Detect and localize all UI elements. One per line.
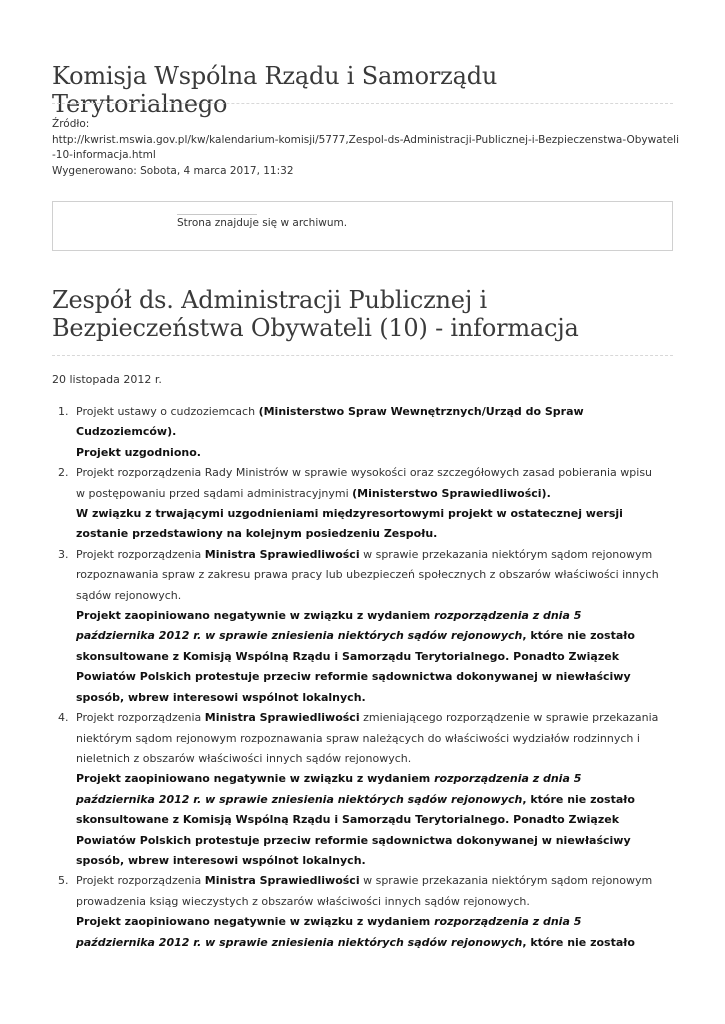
decision-intro: Projekt zaopiniowano negatywnie w związku z wydaniem: [76, 772, 435, 786]
item-ministry: Ministra Sprawiedliwości: [204, 547, 360, 561]
item-number: 2.: [58, 466, 69, 480]
item-desc-rest: w sprawie przekazania niektórym sądom rejonowym rozpoznawania spraw z zakresu prawa pracy lub ubezpieczeń społecznych z obszarów właściwości innych sądów rejonowych.: [76, 547, 659, 602]
item-decision: W związku z trwającymi uzgodnieniami międzyresortowymi projekt w ostatecznej wersji zostanie przedstawiony na kolejnym posiedzeniu Zespołu.: [76, 507, 623, 541]
item-decision: Projekt uzgodniono.: [76, 445, 201, 459]
decision-regulation: rozporządzenia z dnia 5 października 2012 r. w sprawie zniesienia niektórych sądów rejonowych: [76, 609, 582, 643]
article-title-line-1: Zespół ds. Administracji Publicznej i: [52, 286, 487, 314]
archive-notice: Strona znajduje się w archiwum.: [177, 217, 348, 229]
item-decision: [76, 769, 661, 871]
decision-regulation: rozporządzenia z dnia 5 października 2012 r. w sprawie zniesienia niektórych sądów rejonowych: [76, 915, 582, 949]
article-title: [52, 286, 673, 342]
agenda-item-4: [52, 708, 661, 871]
article-title-line-2: Bezpieczeństwa Obywateli (10) - informacja: [52, 314, 579, 342]
item-number: 1.: [58, 405, 69, 418]
source-url-line-1[interactable]: http://kwrist.mswia.gov.pl/kw/kalendarium-komisji/5777,Zespol-ds-Administracji-Publicznej-i-Bezpieczenstwa-Obywateli: [52, 133, 680, 146]
item-desc: Projekt rozporządzenia: [76, 711, 205, 725]
decision-intro: Projekt zaopiniowano negatywnie w związku z wydaniem: [76, 915, 435, 929]
header-divider: [52, 103, 673, 104]
item-desc-rest: zmieniającego rozporządzenie w sprawie przekazania niektórym sądom rejonowym rozpoznawania spraw należących do właściwości wydziałów rodzinnych i nieletnich z obszarów właściwości innych sądów rejonowych.: [76, 711, 659, 765]
item-ministry: Ministra Sprawiedliwości: [204, 874, 360, 888]
item-number: 3.: [58, 547, 69, 561]
item-ministry: Ministra Sprawiedliwości: [204, 711, 360, 725]
decision-rest: , które nie zostało skonsultowane z Komisją Wspólną Rządu i Samorządu Terytorialnego. Ponadto Związek Powiatów Polskich protestuje przeciw reformie sądownictwa dokonywanej w niewłaściwy sposób, wbrew interesowi wspólnot lokalnych.: [76, 792, 635, 867]
item-desc: Projekt rozporządzenia Rady Ministrów w sprawie wysokości oraz szczegółowych zasad pobierania wpisu w postępowaniu przed sądami administracyjnymi: [76, 466, 653, 500]
decision-rest: , które nie zostało skonsultowane z Komisją Wspólną Rządu i Samorządu Terytorialnego. Ponadto Związek Powiatów Polskich protestuje przeciw reformie sądownictwa dokonywanej w niewłaściwy sposób, wbrew interesowi wspólnot lokalnych.: [76, 629, 635, 704]
item-desc: Projekt rozporządzenia: [76, 874, 205, 888]
archive-notice-box: [52, 201, 673, 251]
generated-timestamp: Wygenerowano: Sobota, 4 marca 2017, 11:32: [52, 164, 294, 177]
item-ministry: (Ministerstwo Spraw Wewnętrznych/Urząd do Spraw Cudzoziemców).: [76, 405, 584, 439]
archive-divider: [177, 214, 257, 215]
decision-regulation: rozporządzenia z dnia 5 października 2012 r. w sprawie zniesienia niektórych sądów rejonowych: [76, 772, 582, 806]
source-label: Źródło:: [52, 118, 90, 130]
source-url-line-2[interactable]: -10-informacja.html: [52, 149, 156, 161]
agenda-item-3: [52, 545, 661, 708]
item-desc-rest: w sprawie przekazania niektórym sądom rejonowym prowadzenia ksiąg wieczystych z obszarów właściwości innych sądów rejonowych.: [76, 874, 653, 908]
item-desc: Projekt ustawy o cudzoziemcach: [76, 405, 259, 418]
title-divider: [52, 355, 673, 356]
item-decision: [76, 606, 661, 708]
agenda-item-2: [52, 463, 661, 545]
decision-intro: Projekt zaopiniowano negatywnie w związku z wydaniem: [76, 609, 435, 623]
source-meta: [52, 117, 680, 179]
item-ministry: (Ministerstwo Sprawiedliwości).: [352, 486, 551, 500]
agenda-item-5: [52, 871, 661, 953]
site-title: Komisja Wspólna Rządu i Samorządu Terytorialnego: [52, 62, 498, 118]
item-number: 5.: [58, 874, 69, 888]
item-desc: Projekt rozporządzenia: [76, 547, 205, 561]
item-decision: [76, 912, 661, 953]
article-date: 20 listopada 2012 r.: [52, 373, 162, 386]
agenda-item-1: [52, 402, 661, 463]
decision-rest: , które nie zostało: [522, 935, 635, 949]
agenda-list: [52, 402, 673, 953]
item-number: 4.: [58, 711, 69, 725]
